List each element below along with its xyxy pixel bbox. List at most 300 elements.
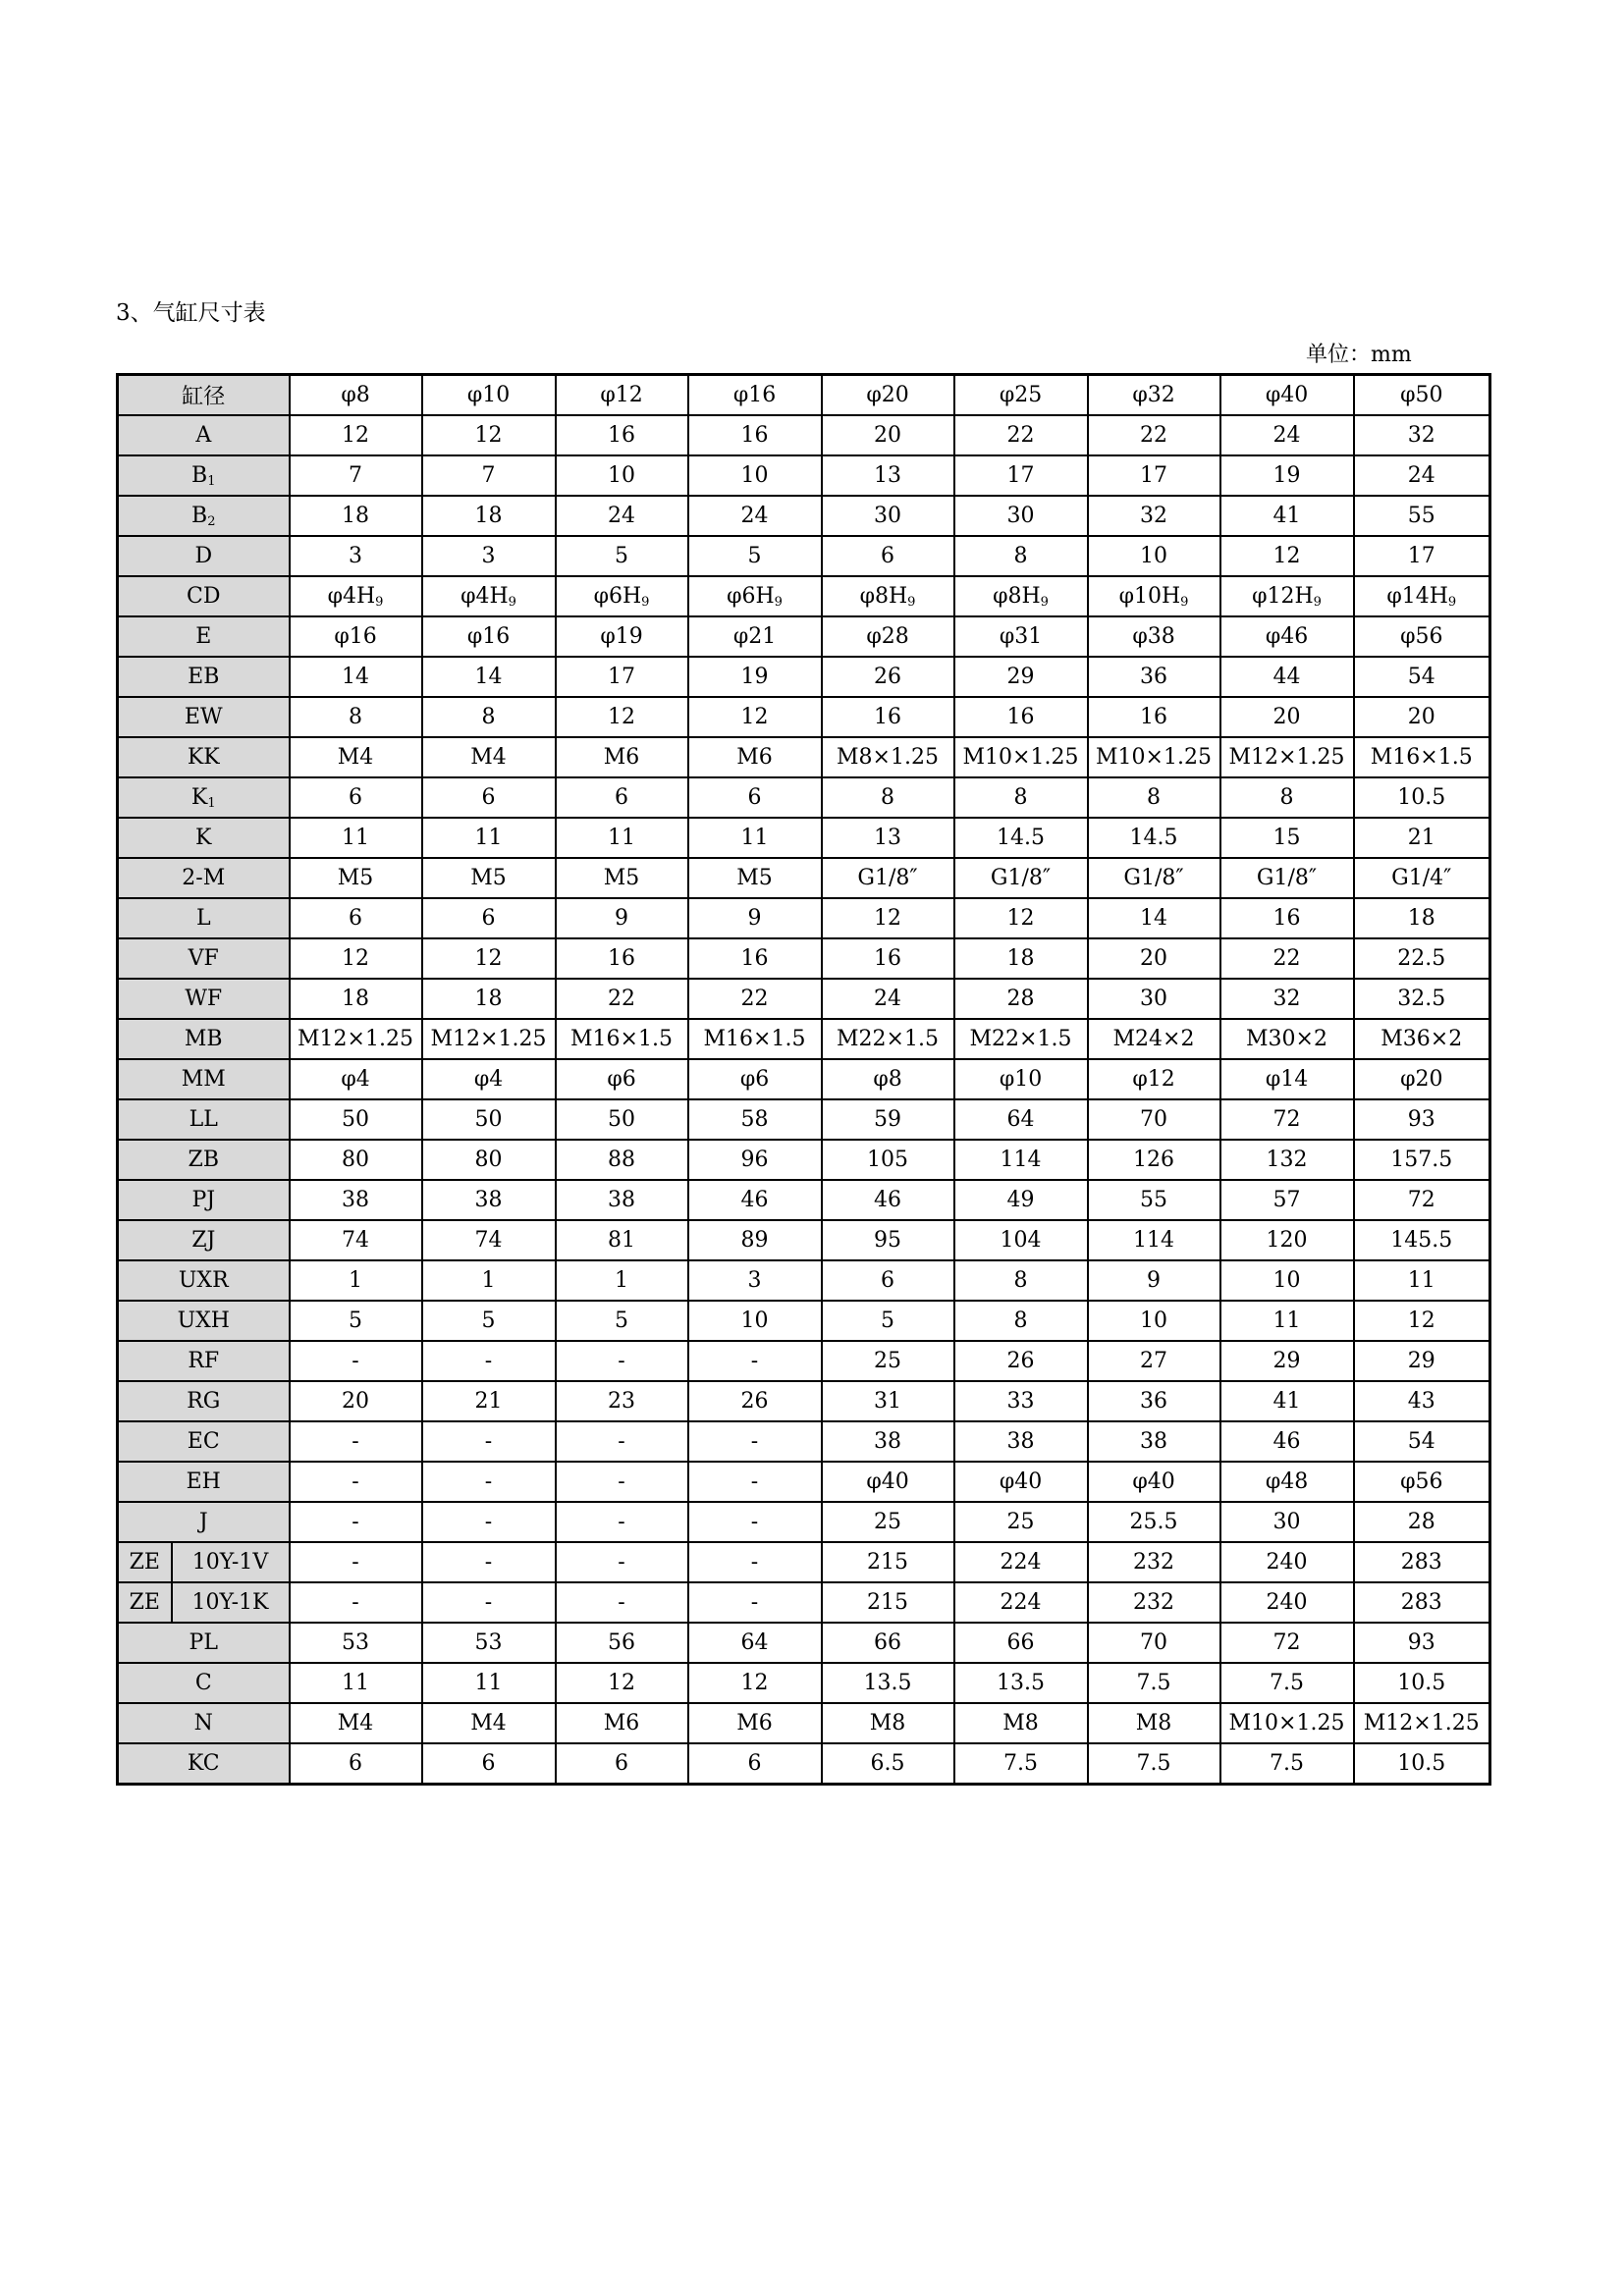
row-label-cell [118,415,290,455]
value-cell: 11 [556,818,688,858]
row-label-text: J [198,1510,208,1534]
value-cell: 14.5 [954,818,1088,858]
value-cell: 41 [1220,496,1354,536]
value-cell: 16 [954,697,1088,737]
value-cell: 53 [290,1623,422,1663]
row-label-text: UXR [178,1268,229,1293]
value-cell: φ31 [954,616,1088,657]
value-cell: 12 [290,415,422,455]
value-cell: M5 [556,858,688,898]
value-cell: $\varphi 6H_9$ [556,576,688,616]
value-cell: 32 [1220,979,1354,1019]
row-label-text: MM [181,1067,226,1092]
value-cell: M30×2 [1220,1019,1354,1059]
row-label-text: KK [187,745,220,770]
table-body [118,375,1490,1785]
value-cell: 14 [1088,898,1220,938]
value-cell: 12 [822,898,954,938]
table-row [118,536,1490,576]
row-label-subscript: 1 [207,796,216,811]
value-cell: 36 [1088,657,1220,697]
value-cell: 7.5 [1088,1663,1220,1703]
value-cell: 21 [422,1381,556,1421]
value-cell: 81 [556,1220,688,1260]
value-cell: φ14 [1220,1059,1354,1099]
table-row [118,777,1490,818]
value-cell: M4 [290,737,422,777]
value-cell: M5 [422,858,556,898]
value-cell: 15 [1220,818,1354,858]
value-cell: 1 [556,1260,688,1301]
row-label-text: WF [185,987,223,1011]
header-label-cell: 缸径 [118,375,290,416]
value-cell: 18 [422,496,556,536]
table-row [118,1743,1490,1785]
value-cell: 8 [954,1301,1088,1341]
value-cell: 14 [290,657,422,697]
value-cell: 20 [822,415,954,455]
value-cell: 26 [822,657,954,697]
value-cell: - [290,1341,422,1381]
value-cell: M8×1.25 [822,737,954,777]
row-label-cell [118,1260,290,1301]
value-cell: - [556,1421,688,1462]
value-cell: 46 [1220,1421,1354,1462]
value-cell: 54 [1354,657,1490,697]
value-cell: 6 [422,1743,556,1785]
value-cell: G1/8″ [954,858,1088,898]
value-cell: 20 [1220,697,1354,737]
value-cell: 8 [954,1260,1088,1301]
row-label-cell [118,1099,290,1140]
value-cell: φ4 [290,1059,422,1099]
value-cell: 28 [954,979,1088,1019]
value-cell: 19 [688,657,822,697]
bore-header-cell: φ40 [1220,375,1354,416]
value-cell: φ56 [1354,616,1490,657]
value-cell: 22 [1220,938,1354,979]
value-cell: G1/8″ [1220,858,1354,898]
value-cell: 6 [290,898,422,938]
value-cell: - [422,1542,556,1582]
value-cell: 50 [556,1099,688,1140]
row-label-text: EB [188,665,220,689]
bore-header-cell: φ25 [954,375,1088,416]
value-cell: 6 [556,1743,688,1785]
table-row [118,1462,1490,1502]
value-cell: G1/8″ [822,858,954,898]
value-cell: $\varphi 4H_9$ [290,576,422,616]
value-cell: 16 [822,697,954,737]
value-cell: 23 [556,1381,688,1421]
value-cell: 29 [954,657,1088,697]
table-row [118,1542,1490,1582]
value-cell: M6 [688,737,822,777]
row-label-cell [118,536,290,576]
value-cell: - [422,1421,556,1462]
value-cell: 6 [422,777,556,818]
value-cell: 12 [954,898,1088,938]
row-label-text: K [195,826,212,850]
value-cell: 49 [954,1180,1088,1220]
bore-header-cell: φ20 [822,375,954,416]
value-cell: 72 [1354,1180,1490,1220]
table-row [118,1180,1490,1220]
row-label-subscript: 1 [207,474,216,489]
value-cell: M4 [290,1703,422,1743]
value-cell: M6 [688,1703,822,1743]
value-cell: 38 [954,1421,1088,1462]
value-cell: 7.5 [1088,1743,1220,1785]
value-cell: 9 [688,898,822,938]
value-cell: 6 [822,536,954,576]
bore-header-cell: φ32 [1088,375,1220,416]
value-cell: $\varphi 10H_9$ [1088,576,1220,616]
value-cell: 6 [290,777,422,818]
row-label-text: CD [187,584,221,609]
value-cell: $\varphi 12H_9$ [1220,576,1354,616]
value-cell: 80 [290,1140,422,1180]
row-label-text: EC [187,1429,220,1454]
value-cell: - [556,1502,688,1542]
row-label-text: VF [188,946,219,971]
row-label-cell [118,1180,290,1220]
value-cell: φ40 [822,1462,954,1502]
value-cell: 12 [1220,536,1354,576]
value-cell: 27 [1088,1341,1220,1381]
value-cell: 215 [822,1542,954,1582]
value-cell: 6 [422,898,556,938]
value-cell: 11 [422,818,556,858]
value-cell: 8 [1088,777,1220,818]
value-cell: 50 [290,1099,422,1140]
value-cell: M12×1.25 [422,1019,556,1059]
value-cell: - [688,1462,822,1502]
value-cell: φ10 [954,1059,1088,1099]
value-cell: 13 [822,818,954,858]
value-cell: 114 [1088,1220,1220,1260]
value-cell: M10×1.25 [1220,1703,1354,1743]
value-cell: 72 [1220,1099,1354,1140]
value-cell: 8 [1220,777,1354,818]
value-cell: 58 [688,1099,822,1140]
unit-label: 单位：mm [1306,343,1412,367]
row-label-cell [118,1623,290,1663]
value-cell: 66 [954,1623,1088,1663]
value-cell: 74 [290,1220,422,1260]
value-cell: 19 [1220,455,1354,496]
value-cell: 26 [688,1381,822,1421]
table-row [118,979,1490,1019]
row-label-cell [118,777,290,818]
bore-header-cell: φ16 [688,375,822,416]
table-row [118,1019,1490,1059]
value-cell: 20 [1088,938,1220,979]
value-cell: M22×1.5 [954,1019,1088,1059]
value-cell: - [688,1582,822,1623]
value-cell: 72 [1220,1623,1354,1663]
row-sublabel-cell: 10Y-1K [172,1582,290,1623]
value-cell: 132 [1220,1140,1354,1180]
value-cell: φ40 [954,1462,1088,1502]
value-cell: 25 [822,1502,954,1542]
value-cell: 95 [822,1220,954,1260]
row-label-cell [118,1703,290,1743]
value-cell: - [556,1462,688,1502]
value-cell: 17 [1354,536,1490,576]
value-cell: 224 [954,1582,1088,1623]
value-cell: M8 [1088,1703,1220,1743]
value-cell: 16 [688,415,822,455]
value-cell: 38 [1088,1421,1220,1462]
row-label-text: ZB [188,1148,219,1172]
value-cell: - [688,1421,822,1462]
value-cell: 10 [688,1301,822,1341]
value-cell: 29 [1354,1341,1490,1381]
value-cell: 16 [556,938,688,979]
value-cell: 10 [1220,1260,1354,1301]
row-label-text: RG [187,1389,221,1414]
row-label-text: UXH [177,1308,230,1333]
row-label-cell: ZE [118,1582,172,1623]
value-cell: 8 [954,777,1088,818]
value-cell: 64 [688,1623,822,1663]
value-cell: 30 [1220,1502,1354,1542]
row-label-cell [118,1421,290,1462]
row-label-cell [118,858,290,898]
value-cell: 17 [954,455,1088,496]
value-cell: 33 [954,1381,1088,1421]
value-cell: - [556,1542,688,1582]
value-cell: 215 [822,1582,954,1623]
value-cell: 10 [688,455,822,496]
value-cell: 24 [556,496,688,536]
row-label-text: B [191,504,208,528]
value-cell: 114 [954,1140,1088,1180]
value-cell: 96 [688,1140,822,1180]
value-cell: - [290,1502,422,1542]
value-cell: M12×1.25 [290,1019,422,1059]
table-row [118,1220,1490,1260]
value-cell: 16 [1220,898,1354,938]
value-cell: M10×1.25 [1088,737,1220,777]
table-row [118,1341,1490,1381]
value-cell: φ6 [688,1059,822,1099]
value-cell: 6 [688,777,822,818]
row-label-cell [118,697,290,737]
value-cell: 8 [422,697,556,737]
value-cell: 56 [556,1623,688,1663]
value-cell: $\varphi 4H_9$ [422,576,556,616]
value-cell: 22 [556,979,688,1019]
value-cell: 46 [822,1180,954,1220]
row-label-text: ZJ [191,1228,216,1253]
cylinder-dimension-table [116,373,1491,1786]
value-cell: 12 [556,1663,688,1703]
value-cell: 232 [1088,1542,1220,1582]
value-cell: 29 [1220,1341,1354,1381]
row-label-text: E [195,624,212,649]
table-row [118,1663,1490,1703]
value-cell: M5 [290,858,422,898]
value-cell: 74 [422,1220,556,1260]
value-cell: 16 [688,938,822,979]
value-cell: M22×1.5 [822,1019,954,1059]
value-cell: 8 [290,697,422,737]
row-label-cell [118,657,290,697]
value-cell: 7.5 [954,1743,1088,1785]
value-cell: M24×2 [1088,1019,1220,1059]
row-label-text: EW [184,705,223,729]
value-cell: 38 [290,1180,422,1220]
value-cell: 93 [1354,1099,1490,1140]
value-cell: φ4 [422,1059,556,1099]
value-cell: 38 [556,1180,688,1220]
value-cell: 11 [290,818,422,858]
value-cell: 54 [1354,1421,1490,1462]
row-label-cell [118,737,290,777]
value-cell: 9 [556,898,688,938]
value-cell: 24 [1220,415,1354,455]
table-row [118,858,1490,898]
value-cell: 13.5 [822,1663,954,1703]
value-cell: 5 [422,1301,556,1341]
value-cell: 157.5 [1354,1140,1490,1180]
value-cell: - [422,1341,556,1381]
value-cell: 32 [1354,415,1490,455]
value-cell: φ8 [822,1059,954,1099]
table-row [118,616,1490,657]
value-cell: 14.5 [1088,818,1220,858]
value-cell: 22 [688,979,822,1019]
value-cell: 30 [822,496,954,536]
value-cell: 80 [422,1140,556,1180]
value-cell: 18 [954,938,1088,979]
value-cell: 20 [290,1381,422,1421]
value-cell: 3 [422,536,556,576]
value-cell: 22 [954,415,1088,455]
row-label-cell [118,1502,290,1542]
value-cell: 38 [422,1180,556,1220]
value-cell: 3 [290,536,422,576]
table-row [118,1502,1490,1542]
value-cell: 64 [954,1099,1088,1140]
row-label-text: D [194,544,213,568]
value-cell: 38 [822,1421,954,1462]
value-cell: M5 [688,858,822,898]
row-label-text: RF [188,1349,220,1373]
value-cell: 25.5 [1088,1502,1220,1542]
value-cell: 6 [822,1260,954,1301]
value-cell: - [290,1542,422,1582]
row-label-text: N [193,1711,213,1735]
value-cell: 12 [422,938,556,979]
row-label-cell [118,1462,290,1502]
value-cell: 10.5 [1354,777,1490,818]
value-cell: - [290,1582,422,1623]
table-row [118,1582,1490,1623]
value-cell: 32.5 [1354,979,1490,1019]
row-label-cell [118,979,290,1019]
value-cell: 93 [1354,1623,1490,1663]
value-cell: 1 [290,1260,422,1301]
value-cell: 5 [556,536,688,576]
value-cell: 9 [1088,1260,1220,1301]
value-cell: 12 [1354,1301,1490,1341]
value-cell: 11 [290,1663,422,1703]
value-cell: φ21 [688,616,822,657]
value-cell: 24 [1354,455,1490,496]
value-cell: - [422,1582,556,1623]
value-cell: φ12 [1088,1059,1220,1099]
value-cell: 8 [822,777,954,818]
value-cell: 145.5 [1354,1220,1490,1260]
value-cell: 41 [1220,1381,1354,1421]
value-cell: 8 [954,536,1088,576]
row-label-text: L [195,906,211,931]
row-label-cell [118,1059,290,1099]
value-cell: 17 [1088,455,1220,496]
value-cell: 66 [822,1623,954,1663]
value-cell: 12 [422,415,556,455]
row-label-text: K [190,785,208,810]
value-cell: 10 [556,455,688,496]
value-cell: φ16 [422,616,556,657]
bore-header-cell: φ50 [1354,375,1490,416]
value-cell: M6 [556,737,688,777]
value-cell: 232 [1088,1582,1220,1623]
value-cell: G1/8″ [1088,858,1220,898]
table-row [118,1421,1490,1462]
table-row [118,1623,1490,1663]
value-cell: φ6 [556,1059,688,1099]
value-cell: 3 [688,1260,822,1301]
value-cell: G1/4″ [1354,858,1490,898]
value-cell: - [688,1341,822,1381]
value-cell: 11 [1354,1260,1490,1301]
value-cell: M12×1.25 [1354,1703,1490,1743]
value-cell: 11 [688,818,822,858]
value-cell: 13 [822,455,954,496]
value-cell: 10.5 [1354,1743,1490,1785]
value-cell: M4 [422,737,556,777]
row-label-cell [118,496,290,536]
row-label-cell [118,898,290,938]
value-cell: 18 [422,979,556,1019]
row-label-text: KC [187,1751,220,1776]
row-label-cell [118,1663,290,1703]
row-label-text: PL [189,1630,218,1655]
value-cell: $\varphi 8H_9$ [954,576,1088,616]
value-cell: 5 [688,536,822,576]
value-cell: 240 [1220,1542,1354,1582]
table-row [118,898,1490,938]
value-cell: 88 [556,1140,688,1180]
table-row [118,415,1490,455]
value-cell: M4 [422,1703,556,1743]
row-label-cell [118,1301,290,1341]
table-row [118,1301,1490,1341]
table-row [118,1140,1490,1180]
value-cell: 12 [688,697,822,737]
row-label-text: C [194,1671,212,1695]
value-cell: φ20 [1354,1059,1490,1099]
row-label-cell [118,1381,290,1421]
row-label-text: 2-M [182,866,226,890]
bore-header-cell: φ8 [290,375,422,416]
table-row [118,496,1490,536]
value-cell: 224 [954,1542,1088,1582]
